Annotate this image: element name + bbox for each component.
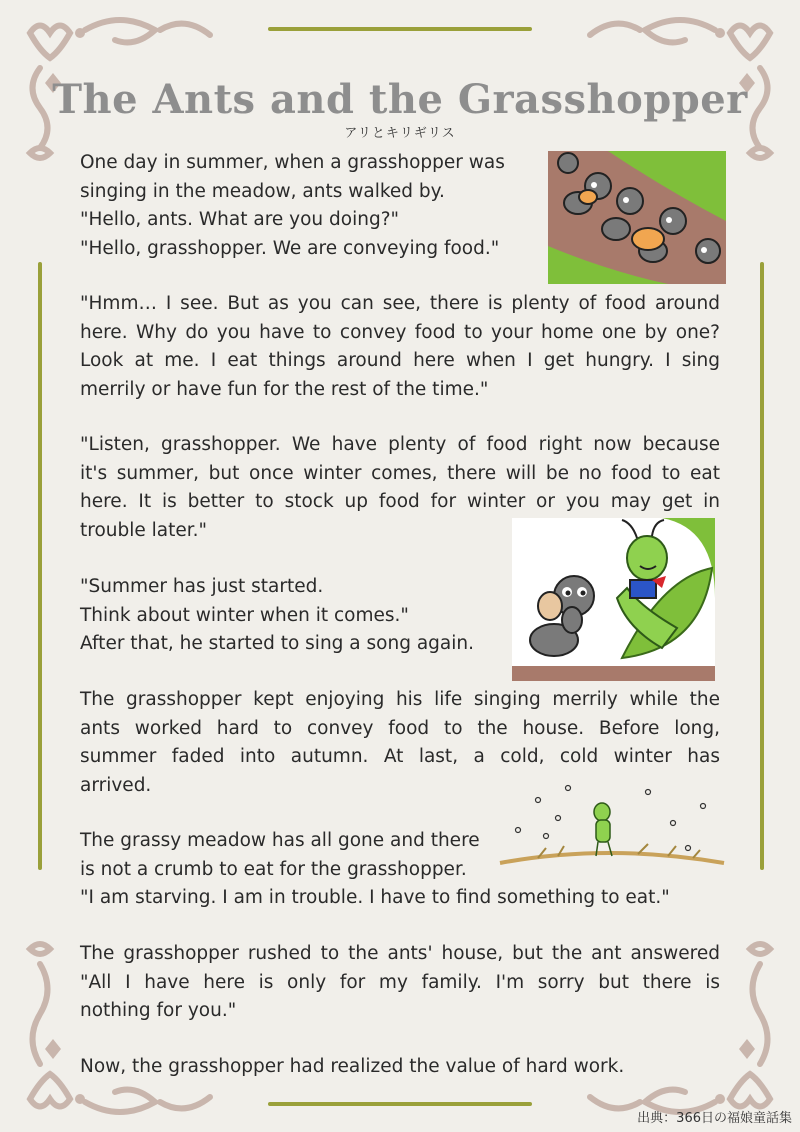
story-paragraph-8 <box>80 1053 720 1082</box>
story-paragraph-6 <box>80 827 720 913</box>
story-paragraph-7 <box>80 940 720 1026</box>
paragraph-line: Now, the grasshopper had realized the value of hard work. <box>80 1056 625 1077</box>
ants-carrying-food-illustration <box>548 151 726 284</box>
paragraph-line: One day in summer, when a grasshopper was <box>80 152 505 173</box>
paragraph-line: nothing for you." <box>80 1000 237 1021</box>
paragraph-line: here. It is better to stock up food for winter or you may get in <box>80 491 720 512</box>
story-paragraph-5 <box>80 686 720 800</box>
paragraph-line: The grassy meadow has all gone and there <box>80 830 480 851</box>
paragraph-line: Look at me. I eat things around here when I get hungry. I sing <box>80 350 720 371</box>
paragraph-line: "Hello, ants. What are you doing?" <box>80 209 400 230</box>
source-credit: 出典：366日の福娘童話集 <box>637 1111 792 1126</box>
paragraph-line: arrived. <box>80 774 152 796</box>
paragraph-line: ants worked hard to convey food to the house. Before long, <box>80 717 720 739</box>
story-paragraph-2 <box>80 290 720 404</box>
paragraph-line: is not a crumb to eat for the grasshopper. <box>80 858 467 880</box>
paragraph-line: it's summer, but once winter comes, there will be no food to eat <box>80 462 720 484</box>
story-paragraph-4 <box>80 573 500 659</box>
paragraph-line: summer faded into autumn. At last, a cold, cold winter has <box>80 746 720 767</box>
right-rule <box>760 262 764 870</box>
paragraph-line: trouble later." <box>80 519 208 541</box>
left-rule <box>38 262 42 870</box>
story-paragraph-1 <box>80 149 520 263</box>
story-subtitle: アリとキリギリス <box>344 126 456 141</box>
paragraph-line: Think about winter when it comes." <box>80 604 409 626</box>
paragraph-line: singing in the meadow, ants walked by. <box>80 180 445 202</box>
paragraph-line: "Hmm… I see. But as you can see, there is plenty of food around <box>80 293 720 314</box>
paragraph-line: "All I have here is only for my family. I'm sorry but there is <box>80 971 720 993</box>
paragraph-line: "Hello, grasshopper. We are conveying food." <box>80 237 500 259</box>
top-rule <box>268 27 532 31</box>
paragraph-line: "I am starving. I am in trouble. I have to find something to eat." <box>80 887 670 908</box>
paragraph-line: "Summer has just started. <box>80 576 324 597</box>
paragraph-line: The grasshopper kept enjoying his life singing merrily while the <box>80 689 720 710</box>
story-paragraph-3 <box>80 431 720 545</box>
bottom-rule <box>268 1102 532 1106</box>
paragraph-line: merrily or have fun for the rest of the time." <box>80 378 489 400</box>
story-title: The Ants and the Grasshopper <box>52 76 748 123</box>
paragraph-line: After that, he started to sing a song again. <box>80 633 474 654</box>
paragraph-line: The grasshopper rushed to the ants' house, but the ant answered <box>80 943 720 964</box>
paragraph-line: here. Why do you have to convey food to your home one by one? <box>80 321 720 343</box>
paragraph-line: "Listen, grasshopper. We have plenty of food right now because <box>80 434 720 455</box>
